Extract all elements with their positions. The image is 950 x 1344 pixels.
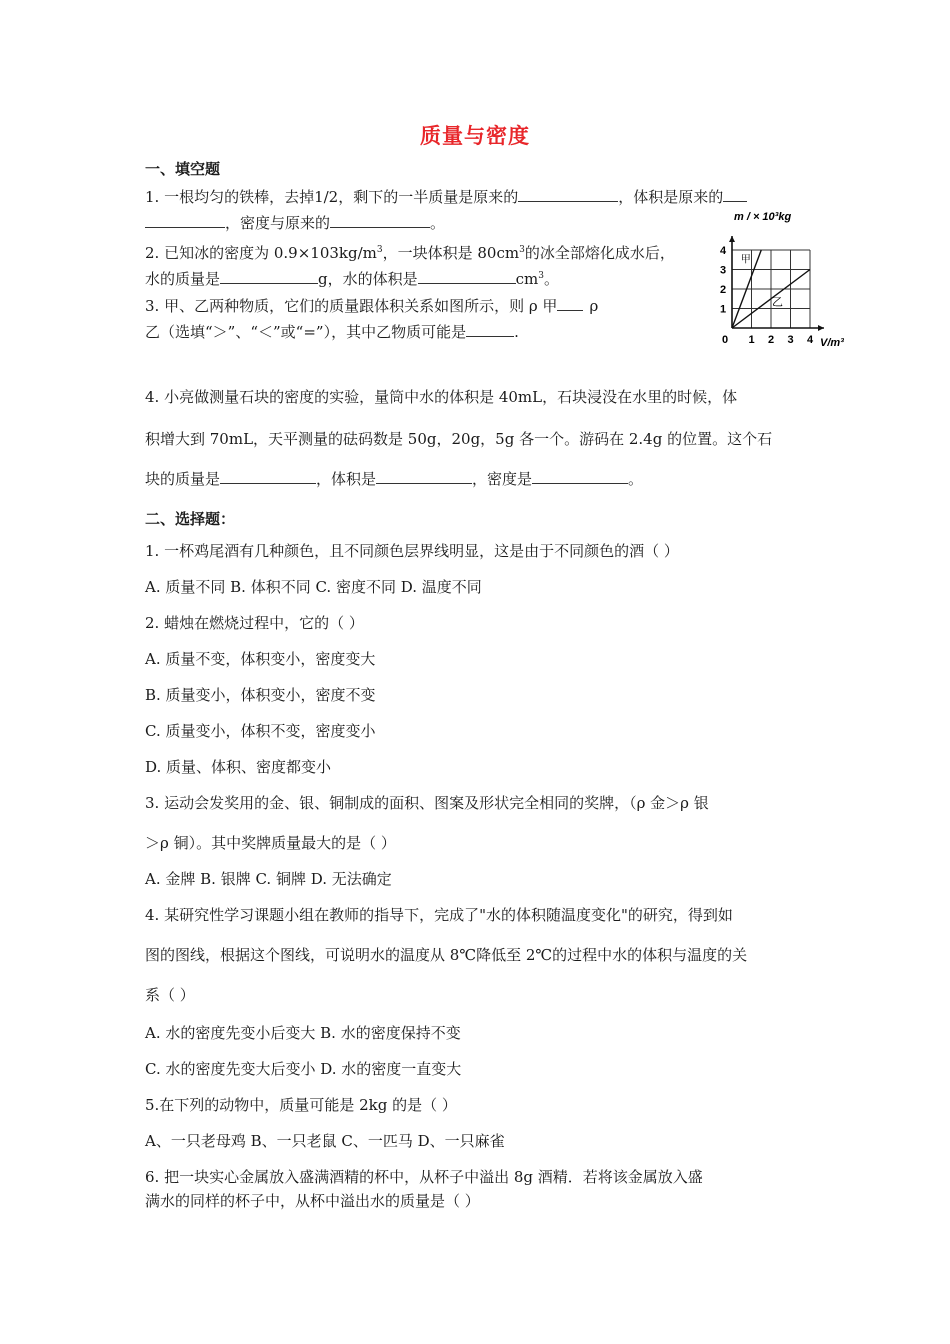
x-axis-arrow-icon (818, 325, 824, 331)
superscript-3: 3 (538, 271, 544, 281)
fill-q4-text-c: 块的质量是 (145, 470, 221, 488)
y-tick-label: 3 (720, 264, 727, 277)
series-label-jia: 甲 (740, 254, 751, 266)
fill-q1-text-c: ，密度与原来的 (225, 214, 331, 232)
fill-q2-blank-volume[interactable] (418, 269, 516, 284)
mc-q5-options: A、一只老母鸡 B、一只老鼠 C、一匹马 D、一只麻雀 (145, 1132, 505, 1150)
fill-q4-blank-density[interactable] (532, 469, 628, 484)
mc-q2-option-c: C. 质量变小，体积不变，密度变小 (145, 722, 376, 740)
y-axis-arrow-icon (729, 236, 735, 242)
superscript-3: 3 (519, 245, 525, 255)
fill-q4-blank-mass[interactable] (220, 469, 316, 484)
mc-q6-line2: 满水的同样的杯子中，从杯中溢出水的质量是（ ） (145, 1192, 480, 1210)
fill-q1-line1 (145, 187, 747, 207)
fill-q3-text-c: 乙（选填“＞”、“＜”或“=”），其中乙物质可能是 (145, 323, 467, 341)
mc-q2-option-a: A. 质量不变，体积变小，密度变大 (145, 650, 376, 668)
series-label-yi: 乙 (771, 296, 783, 309)
fill-q1-text-b: ，体积是原来的 (618, 188, 724, 206)
fill-q2-text-d: 水的质量是 (145, 270, 221, 288)
mc-q6-line1: 6. 把一块实心金属放入盛满酒精的杯中，从杯子中溢出 8g 酒精．若将该金属放入盛 (145, 1168, 703, 1186)
fill-q2-line1 (145, 240, 675, 263)
fill-q3-text-d: . (514, 323, 519, 341)
x-tick-label: 3 (787, 334, 794, 346)
fill-q3-blank-compare[interactable] (557, 296, 583, 311)
y-tick-label: 2 (720, 284, 727, 296)
page-title: 质量与密度 (420, 124, 530, 148)
fill-q2-line2 (145, 266, 559, 289)
mc-q1-options: A. 质量不同 B. 体积不同 C. 密度不同 D. 温度不同 (145, 578, 482, 596)
y-tick-label: 4 (720, 245, 727, 257)
fill-q2-text-a: 2. 已知冰的密度为 0.9×103kg/m (145, 244, 377, 262)
fill-q2-text-c: 的冰全部熔化成水后， (524, 244, 675, 262)
x-tick-label: 2 (768, 334, 775, 346)
y-tick-label: 1 (720, 303, 727, 316)
mc-q4-line2: 图的图线，根据这个图线，可说明水的温度从 8℃降低至 2℃的过程中水的体积与温度的关 (145, 946, 748, 964)
section-choice-heading: 二、选择题： (145, 510, 236, 528)
superscript-3: 3 (376, 245, 383, 255)
fill-q4-text-d: ，体积是 (316, 470, 377, 488)
x-tick-label: 4 (807, 334, 814, 346)
fill-q3-blank-substance[interactable] (466, 322, 514, 337)
mc-q5: 5.在下列的动物中，质量可能是 2kg 的是（ ） (145, 1096, 457, 1114)
fill-q2-text-b: ，一块体积是 80cm (382, 244, 520, 262)
fill-q2-blank-mass[interactable] (220, 269, 318, 284)
mc-q3-line2: ＞ρ 铜）。其中奖牌质量最大的是（ ） (145, 834, 396, 852)
mass-volume-graph (718, 208, 853, 350)
mc-q4-line1: 4. 某研究性学习课题小组在教师的指导下，完成了"水的体积随温度变化"的研究，得到如 (145, 906, 733, 924)
x-tick-label: 1 (748, 334, 755, 346)
fill-q3-text-b: ρ (589, 297, 599, 315)
mc-q4-line3: 系（ ） (145, 986, 195, 1004)
fill-q3-line2 (145, 322, 519, 342)
mc-q2: 2. 蜡烛在燃烧过程中，它的（ ） (145, 614, 364, 632)
fill-q4-line1: 4. 小亮做测量石块的密度的实验，量筒中水的体积是 40mL，石块浸没在水里的时候，体 (145, 388, 738, 406)
mc-q2-option-d: D. 质量、体积、密度都变小 (145, 758, 332, 776)
fill-q4-line3 (145, 469, 643, 489)
graph-y-axis-label: m / × 10³kg (734, 211, 792, 223)
section-fill-in-heading: 一、填空题 (145, 160, 221, 178)
fill-q4-blank-volume[interactable] (376, 469, 472, 484)
x-tick-label: 0 (722, 334, 729, 346)
mc-q3-line1: 3. 运动会发奖用的金、银、铜制成的面积、图案及形状完全相同的奖牌，（ρ 金＞ρ 银 (145, 794, 709, 812)
fill-q1-line2 (145, 213, 445, 233)
fill-q1-text-d: 。 (430, 214, 446, 232)
fill-q3-text-a: 3. 甲、乙两种物质，它们的质量跟体积关系如图所示，则 ρ 甲 (145, 297, 558, 315)
fill-q2-text-f: cm (515, 270, 539, 288)
mc-q4-options-ab: A. 水的密度先变小后变大 B. 水的密度保持不变 (145, 1024, 461, 1042)
fill-q4-text-f: 。 (628, 470, 644, 488)
fill-q1-text-a: 1. 一根均匀的铁棒，去掉1/2，剩下的一半质量是原来的 (145, 188, 519, 206)
fill-q4-line2: 积增大到 70mL，天平测量的砝码数是 50g，20g，5g 各一个。游码在 2.4g 的位置。这个石 (145, 430, 773, 448)
fill-q1-blank-volume[interactable] (723, 187, 747, 202)
fill-q2-text-g: 。 (543, 270, 559, 288)
mc-q3-options: A. 金牌 B. 银牌 C. 铜牌 D. 无法确定 (145, 870, 392, 888)
graph-ticks (720, 245, 814, 346)
mc-q1: 1. 一杯鸡尾酒有几种颜色，且不同颜色层界线明显，这是由于不同颜色的酒（ ） (145, 542, 679, 560)
fill-q3-line1 (145, 296, 598, 316)
fill-q1-blank-mass[interactable] (518, 187, 618, 202)
graph-x-axis-label: V/m³ (820, 337, 844, 349)
fill-q1-blank-volume-cont[interactable] (145, 213, 225, 228)
mc-q2-option-b: B. 质量变小，体积变小，密度不变 (145, 686, 376, 704)
fill-q1-blank-density[interactable] (330, 213, 430, 228)
mc-q4-options-cd: C. 水的密度先变大后变小 D. 水的密度一直变大 (145, 1060, 462, 1078)
fill-q4-text-e: ，密度是 (472, 470, 533, 488)
fill-q2-text-e: g，水的体积是 (318, 270, 418, 288)
